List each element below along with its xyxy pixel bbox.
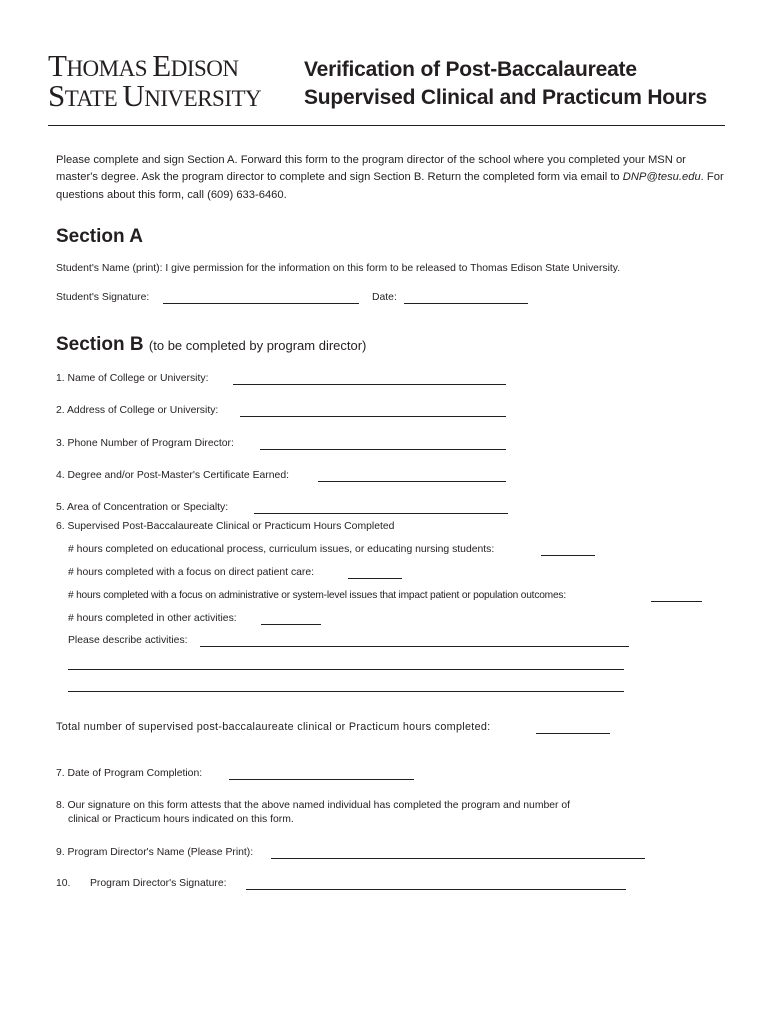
director-signature-field[interactable] xyxy=(246,889,626,890)
email-link[interactable]: DNP@tesu.edu xyxy=(622,171,701,184)
logo-letters: HOMAS xyxy=(66,56,153,81)
completion-date-field[interactable] xyxy=(229,779,414,780)
degree-earned-label: 4. Degree and/or Post-Master's Certificate Earned: xyxy=(56,470,289,481)
degree-earned-field[interactable] xyxy=(318,481,506,482)
hours-admin-field[interactable] xyxy=(651,601,702,602)
college-address-field[interactable] xyxy=(240,416,506,417)
director-name-label: 9. Program Director's Name (Please Print): xyxy=(56,847,254,858)
total-hours-field[interactable] xyxy=(536,733,610,734)
attestation-line2: clinical or Practicum hours indicated on this form. xyxy=(68,814,294,825)
hours-admin-label: # hours completed with a focus on administrative or system-level issues that impact patient or population outcomes: xyxy=(68,590,566,601)
concentration-label: 5. Area of Concentration or Specialty: xyxy=(56,502,229,513)
college-address-label: 2. Address of College or University: xyxy=(56,405,219,416)
college-name-label: 1. Name of College or University: xyxy=(56,373,209,384)
attestation-line1: 8. Our signature on this form attests that the above named individual has completed the program and number of xyxy=(56,800,571,811)
hours-educational-label: # hours completed on educational process, curriculum issues, or educating nursing students: xyxy=(68,544,495,555)
section-b-title: Section B xyxy=(56,334,144,355)
intro-paragraph xyxy=(56,152,726,204)
hours-completed-label: 6. Supervised Post-Baccalaureate Clinical or Practicum Hours Completed xyxy=(56,521,395,532)
form-title-line2: Supervised Clinical and Practicum Hours xyxy=(304,86,707,109)
hours-other-field[interactable] xyxy=(261,624,321,625)
logo-letter: T xyxy=(48,48,67,83)
total-hours-label: Total number of supervised post-baccalaureate clinical or Practicum hours completed: xyxy=(56,721,491,733)
hours-other-label: # hours completed in other activities: xyxy=(68,613,237,624)
hours-direct-care-field[interactable] xyxy=(348,578,402,579)
director-name-field[interactable] xyxy=(271,858,645,859)
concentration-field[interactable] xyxy=(254,513,508,514)
section-a-heading: Section A xyxy=(56,226,143,247)
hours-educational-field[interactable] xyxy=(541,555,595,556)
university-logo-line2 xyxy=(48,78,261,114)
date-label: Date: xyxy=(372,292,397,303)
student-signature-field[interactable] xyxy=(163,303,359,304)
director-phone-label: 3. Phone Number of Program Director: xyxy=(56,438,234,449)
director-signature-number: 10. xyxy=(56,878,71,889)
director-phone-field[interactable] xyxy=(260,449,506,450)
logo-letters: TATE xyxy=(64,86,123,111)
logo-letter: U xyxy=(122,78,145,113)
describe-activities-field-2[interactable] xyxy=(68,669,624,670)
describe-activities-label: Please describe activities: xyxy=(68,635,188,646)
logo-letter: S xyxy=(48,78,65,113)
logo-letter: E xyxy=(152,48,171,83)
student-name-label: Student's Name (print): I give permission for the information on this form to be released to Thomas Edison State University. xyxy=(56,263,621,274)
section-b-subtitle: (to be completed by program director) xyxy=(148,338,367,353)
date-field[interactable] xyxy=(404,303,528,304)
director-signature-label: Program Director's Signature: xyxy=(90,878,227,889)
section-b-heading xyxy=(56,334,366,356)
form-title-line1: Verification of Post-Baccalaureate xyxy=(304,58,637,81)
header-divider xyxy=(48,125,725,126)
hours-direct-care-label: # hours completed with a focus on direct patient care: xyxy=(68,567,315,578)
intro-text: Please complete and sign Section A. Forward this form to the program director of the school where you completed your MSN or master's degree. Ask the program director to complete and sign Section B. Return the completed form via email to xyxy=(56,154,686,184)
describe-activities-field-1[interactable] xyxy=(200,646,629,647)
logo-letters: NIVERSITY xyxy=(144,86,262,111)
describe-activities-field-3[interactable] xyxy=(68,691,624,692)
logo-letters: DISON xyxy=(170,56,239,81)
student-signature-label: Student's Signature: xyxy=(56,292,150,303)
intro-text-end: . For questions about this form, call (609) 633-6460. xyxy=(56,171,724,201)
college-name-field[interactable] xyxy=(233,384,506,385)
completion-date-label: 7. Date of Program Completion: xyxy=(56,768,203,779)
